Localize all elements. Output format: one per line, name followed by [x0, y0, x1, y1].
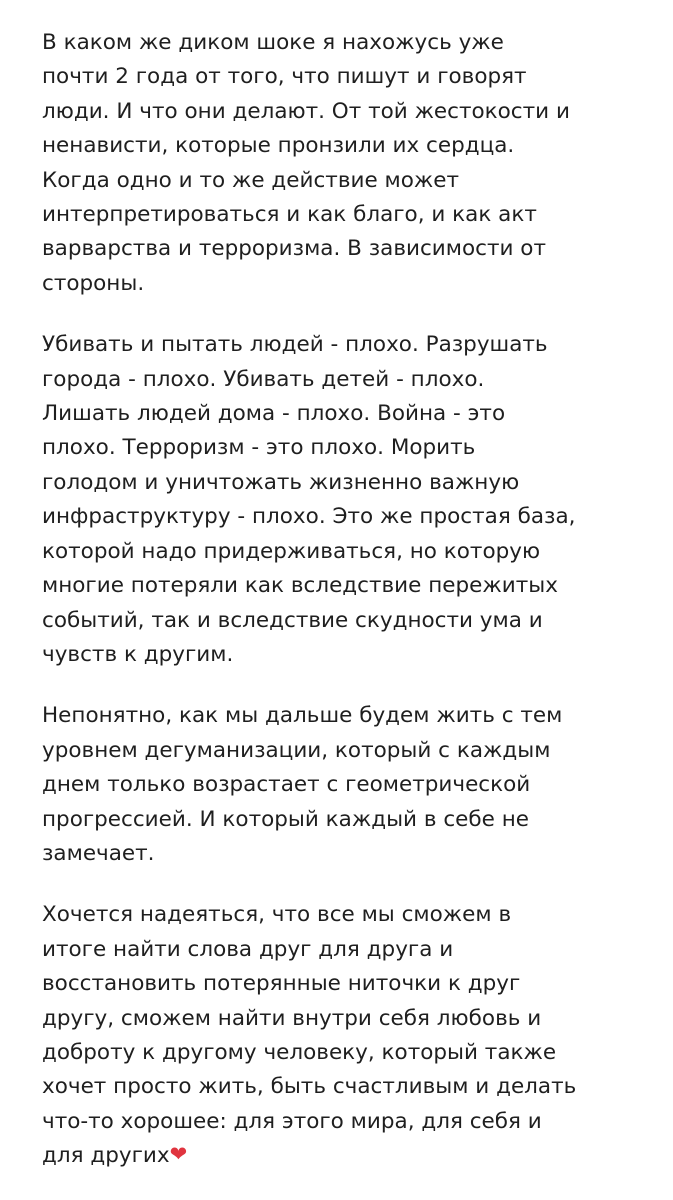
text-line: доброту к другому человеку, который также: [42, 1039, 557, 1065]
text-line: Лишать людей дома - плохо. Война - это: [42, 401, 506, 427]
text-line: итоге найти слова друг для друга и: [42, 936, 454, 962]
text-line: уровнем дегуманизации, который с каждым: [42, 737, 551, 763]
text-line: Убивать и пытать людей - плохо. Разрушать: [42, 332, 548, 358]
paragraph-3: [42, 699, 653, 871]
text-line: города - плохо. Убивать детей - плохо.: [42, 366, 485, 392]
text-line: интерпретироваться и как благо, и как акт: [42, 202, 537, 228]
text-line: люди. И что они делают. От той жестокости и: [42, 98, 570, 124]
text-line: плохо. Терроризм - это плохо. Морить: [42, 435, 476, 461]
heart-icon: ❤: [169, 1142, 188, 1167]
text-line: которой надо придерживаться, но которую: [42, 538, 541, 564]
text-line: В каком же диком шоке я нахожусь уже: [42, 30, 504, 55]
text-line: событий, так и вследствие скудности ума и: [42, 607, 543, 633]
text-line: восстановить потерянные ниточки к друг: [42, 971, 521, 997]
text-line: днем только возрастает с геометрической: [42, 772, 531, 798]
text-line: почти 2 года от того, что пишут и говорят: [42, 64, 527, 90]
paragraph-1: [42, 26, 653, 301]
text-line: другу, сможем найти внутри себя любовь и: [42, 1005, 542, 1031]
text-line: голодом и уничтожать жизненно важную: [42, 469, 520, 495]
text-line: хочет просто жить, быть счастливым и делать: [42, 1074, 577, 1100]
text-line: Непонятно, как мы дальше будем жить с тем: [42, 703, 563, 729]
paragraph-2: [42, 328, 653, 672]
text-line: Хочется надеяться, что все мы сможем в: [42, 902, 512, 928]
text-line: что-то хорошее: для этого мира, для себя и: [42, 1108, 542, 1134]
last-text-line: [42, 1139, 653, 1173]
last-line-text: для других: [42, 1143, 170, 1169]
paragraph-4: [42, 898, 653, 1173]
text-line: ненависти, которые пронзили их сердца.: [42, 133, 515, 159]
text-line: многие потеряли как вследствие пережитых: [42, 573, 558, 599]
text-line: замечает.: [42, 840, 155, 866]
text-line: Когда одно и то же действие может: [42, 167, 460, 193]
text-line: чувств к другим.: [42, 641, 234, 667]
text-line: варварства и терроризма. В зависимости от: [42, 236, 546, 262]
text-line: стороны.: [42, 270, 145, 296]
text-line: инфраструктуру - плохо. Это же простая база,: [42, 504, 576, 530]
text-line: прогрессией. И который каждый в себе не: [42, 806, 530, 832]
